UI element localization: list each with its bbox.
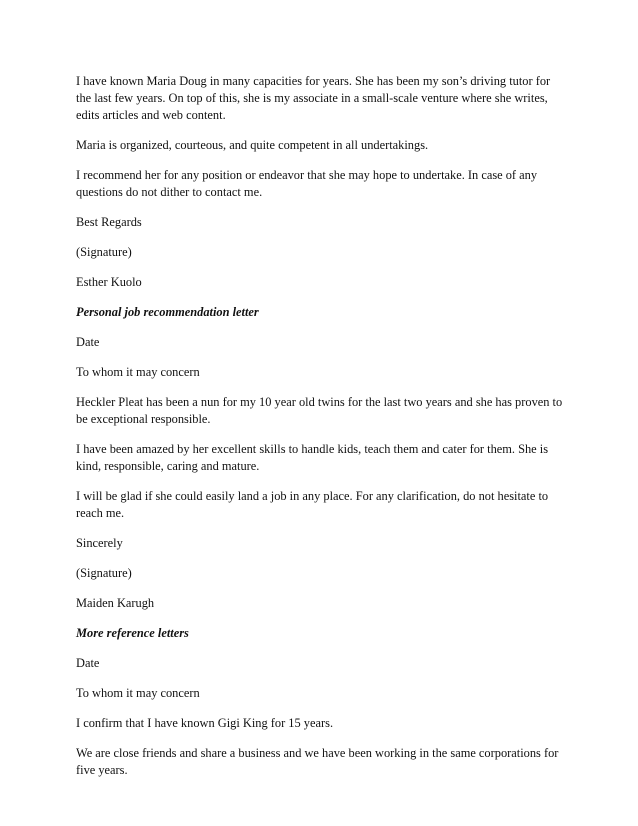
closing-sincerely: Sincerely (76, 536, 123, 550)
paragraph-gigi-business: We are close friends and share a business and we have been working in the same corporations for five years. (76, 746, 559, 777)
signer-name: Esther Kuolo (76, 275, 142, 289)
signer-name: Maiden Karugh (76, 596, 155, 610)
document-page (76, 73, 566, 792)
signature-placeholder: (Signature) (76, 245, 132, 259)
section-heading-personal-letter: Personal job recommendation letter (76, 305, 259, 319)
salutation: To whom it may concern (76, 686, 200, 700)
paragraph-heckler-intro: Heckler Pleat has been a nun for my 10 year old twins for the last two years and she has proven to be exceptional responsible. (76, 395, 563, 426)
date-line: Date (76, 656, 100, 670)
signature-placeholder: (Signature) (76, 566, 132, 580)
date-line: Date (76, 335, 100, 349)
paragraph-gigi-intro: I confirm that I have known Gigi King for 15 years. (76, 716, 334, 730)
paragraph-maria-recommendation: I recommend her for any position or endeavor that she may hope to undertake. In case of any questions do not dither to contact me. (76, 168, 538, 199)
section-heading-more-letters: More reference letters (76, 626, 189, 640)
salutation: To whom it may concern (76, 365, 200, 379)
paragraph-maria-qualities: Maria is organized, courteous, and quite competent in all undertakings. (76, 138, 429, 152)
paragraph-maria-intro: I have known Maria Doug in many capacities for years. She has been my son’s driving tutor for the last few years. On top of this, she is my associate in a small-scale venture where she writes, edits articles and web content. (76, 74, 551, 122)
closing-best-regards: Best Regards (76, 215, 142, 229)
paragraph-heckler-recommendation: I will be glad if she could easily land a job in any place. For any clarification, do not hesitate to reach me. (76, 489, 549, 520)
paragraph-heckler-skills: I have been amazed by her excellent skills to handle kids, teach them and cater for them. She is kind, responsible, caring and mature. (76, 442, 549, 473)
